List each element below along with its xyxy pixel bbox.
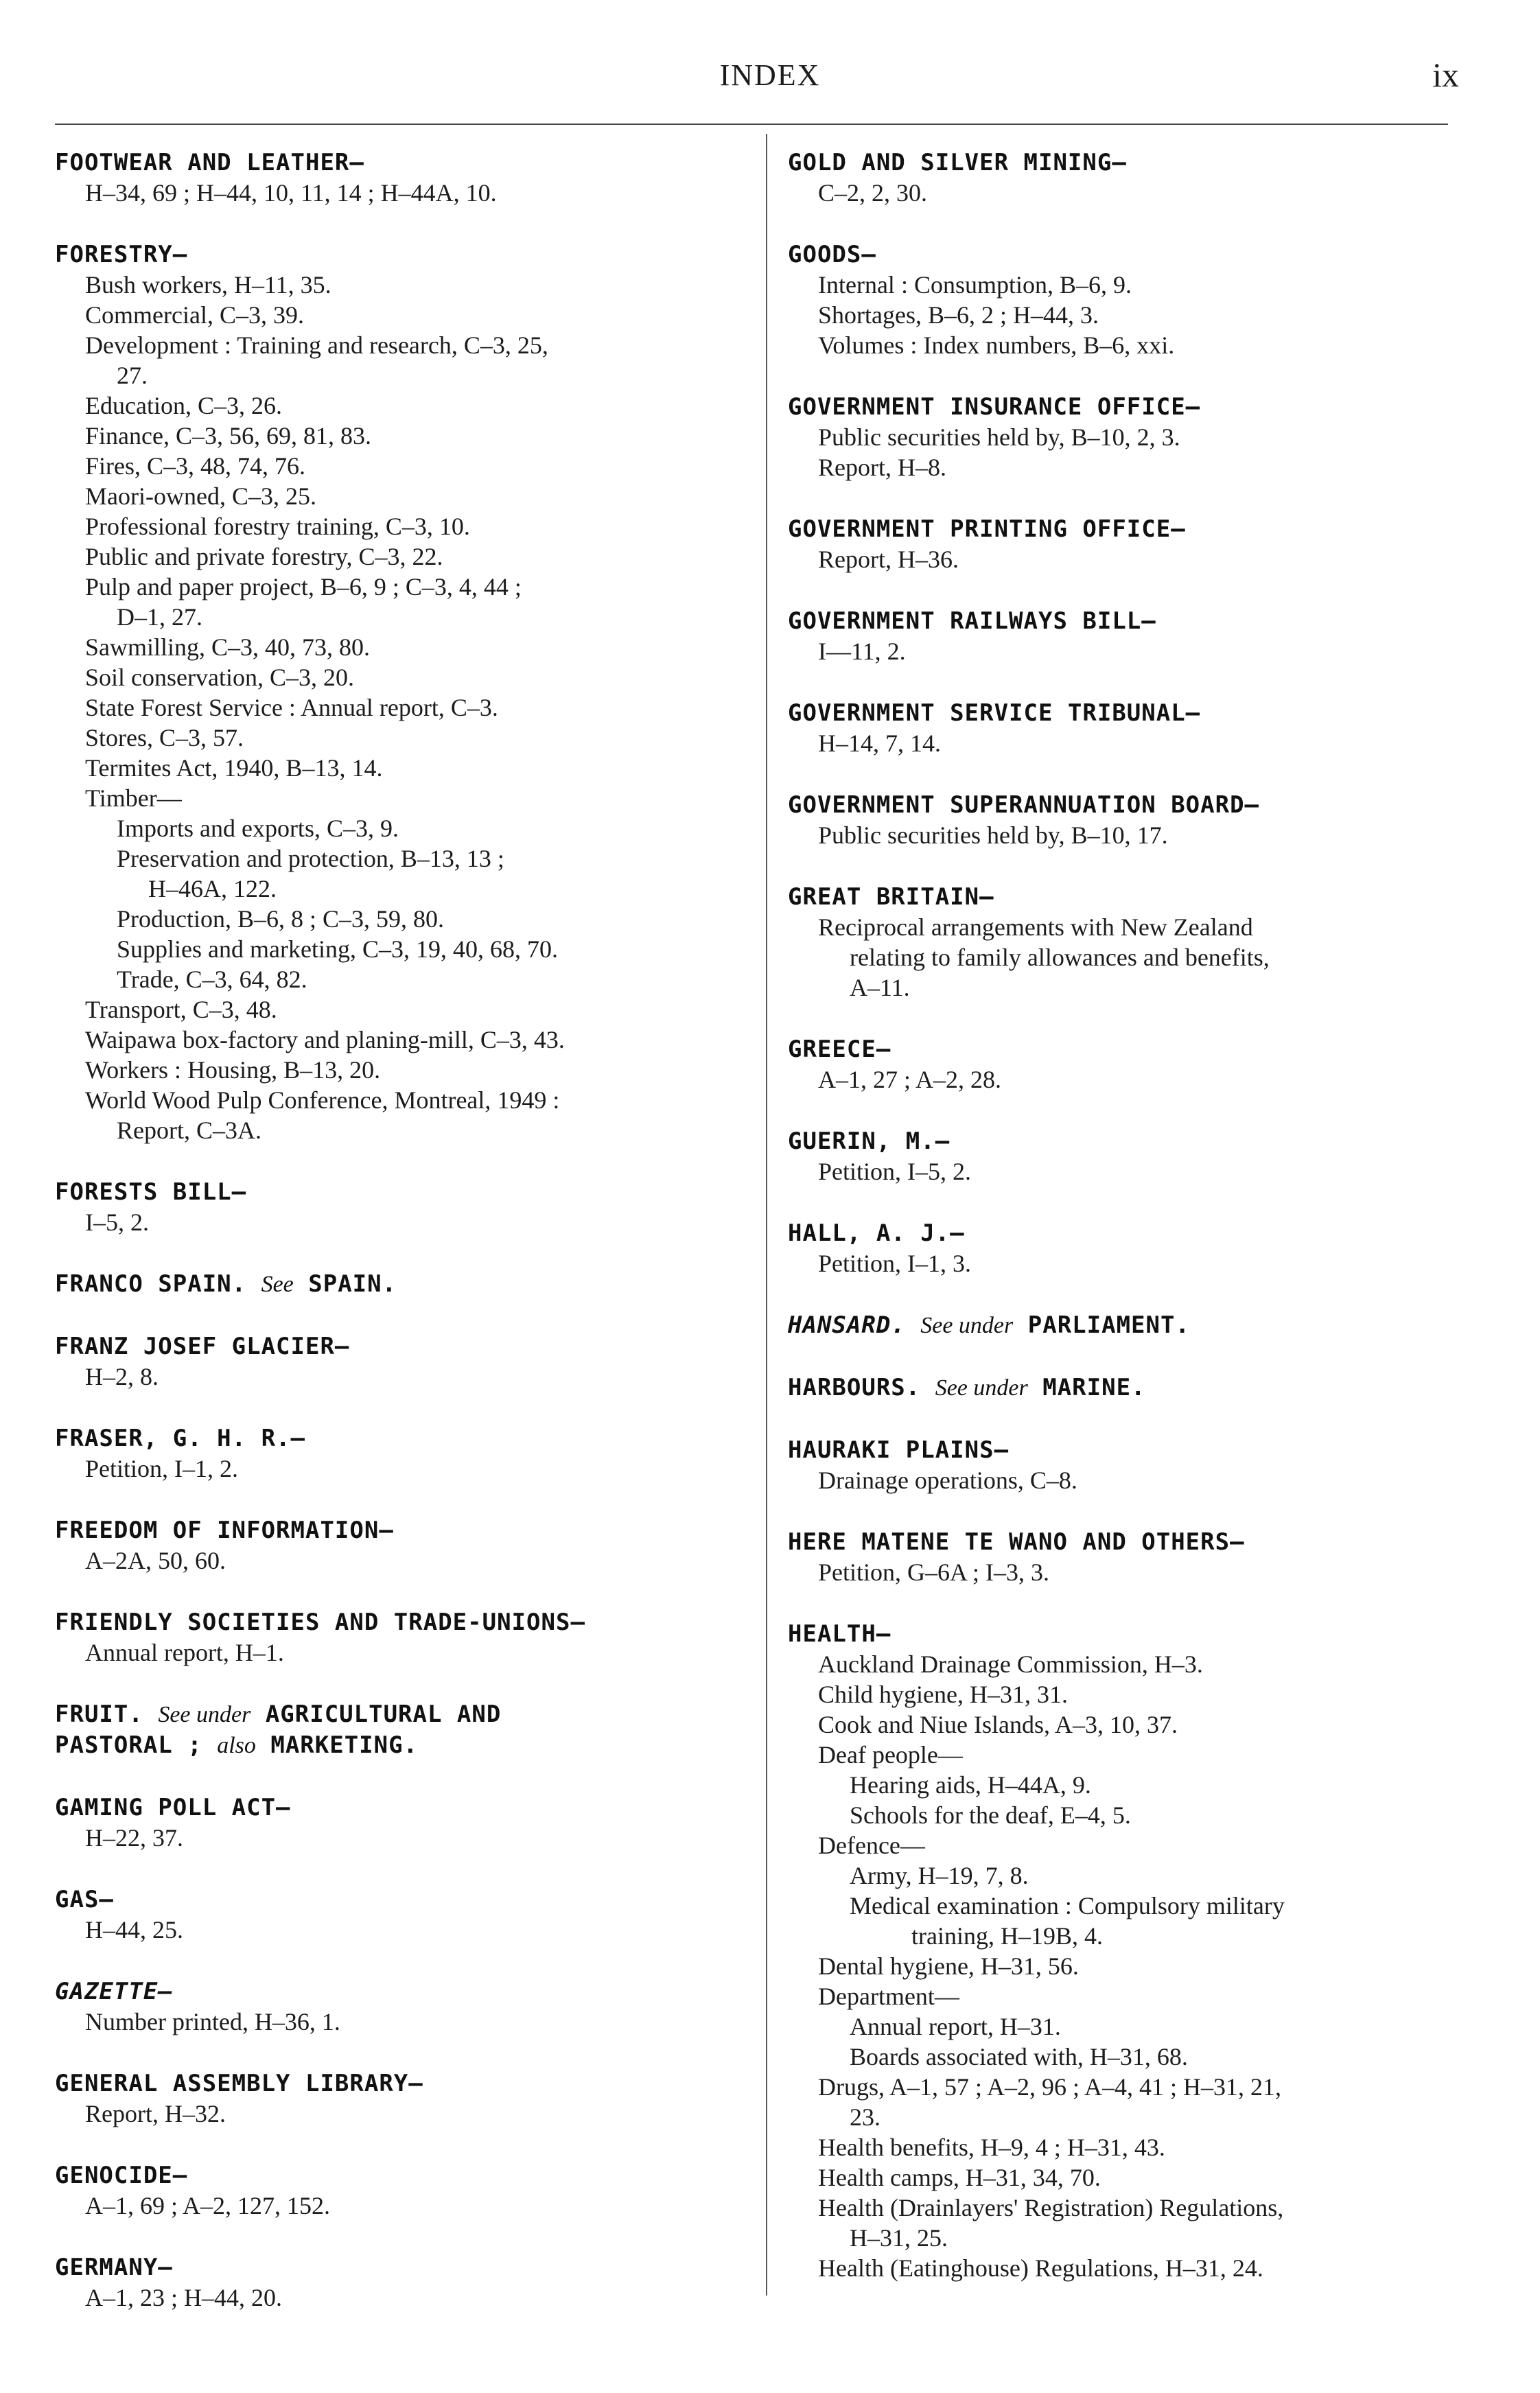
index-entry: [55, 1793, 741, 1853]
entry-line: Finance, C–3, 56, 69, 81, 83.: [85, 422, 371, 450]
index-entry: [788, 148, 1467, 208]
entry-line: Drugs, A–1, 57 ; A–2, 96 ; A–4, 41 ; H–31, 21,: [818, 2073, 1282, 2101]
entry-line: I—11, 2.: [818, 638, 906, 665]
entry-heading: FORESTRY—: [55, 241, 188, 268]
entry-line: 27.: [117, 362, 148, 389]
entry-line: Number printed, H–36, 1.: [85, 2008, 340, 2035]
entry-line: Commercial, C–3, 39.: [85, 301, 304, 329]
index-entry: [55, 1515, 741, 1576]
index-entry: [788, 1218, 1467, 1279]
entry-line: Annual report, H–31.: [850, 2013, 1061, 2040]
entry-line: H–44, 25.: [85, 1916, 183, 1943]
entry-heading: HANSARD.: [788, 1311, 906, 1339]
entry-line: Sawmilling, C–3, 40, 73, 80.: [85, 633, 371, 661]
entry-heading: GOVERNMENT SERVICE TRIBUNAL—: [788, 699, 1201, 727]
entry-heading-see: [55, 1269, 741, 1300]
index-entry: [788, 1310, 1467, 1341]
index-entry: [55, 2252, 741, 2313]
index-entry: [788, 1034, 1467, 1095]
entry-line: Stores, C–3, 57.: [85, 724, 244, 751]
entry-line: Hearing aids, H–44A, 9.: [850, 1771, 1091, 1799]
entry-line: Deaf people—: [818, 1741, 963, 1769]
index-entry: [788, 1527, 1467, 1587]
entry-line: Soil conservation, C–3, 20.: [85, 664, 354, 691]
entry-line: H–46A, 122.: [148, 875, 277, 902]
cross-reference: PASTORAL ;: [55, 1731, 202, 1759]
entry-line: Health (Drainlayers' Registration) Regulations,: [818, 2194, 1284, 2221]
index-entry: [788, 698, 1467, 758]
see-label: See under: [935, 1375, 1028, 1401]
entry-line: Report, H–32.: [85, 2100, 226, 2127]
entry-line: Boards associated with, H–31, 68.: [850, 2043, 1188, 2070]
entry-heading: GREECE—: [788, 1036, 891, 1063]
entry-line: training, H–19B, 4.: [911, 1922, 1103, 1950]
index-entry: [788, 1619, 1467, 2283]
entry-line: Health camps, H–31, 34, 70.: [818, 2164, 1101, 2191]
entry-line: Workers : Housing, B–13, 20.: [85, 1056, 381, 1084]
entry-line: Schools for the deaf, E–4, 5.: [850, 1801, 1131, 1829]
cross-reference: MARKETING.: [270, 1731, 419, 1759]
entry-line: Defence—: [818, 1832, 925, 1859]
entry-line: Dental hygiene, H–31, 56.: [818, 1952, 1079, 1980]
entry-heading: GENERAL ASSEMBLY LIBRARY—: [55, 2070, 423, 2097]
entry-line: A–1, 69 ; A–2, 127, 152.: [85, 2192, 331, 2219]
entry-line: Internal : Consumption, B–6, 9.: [818, 271, 1132, 299]
index-entry: [55, 1884, 741, 1945]
index-entry: [788, 1126, 1467, 1187]
see-label: See: [261, 1272, 294, 1297]
entry-heading: FRANCO SPAIN.: [55, 1270, 247, 1298]
entry-heading: GUERIN, M.—: [788, 1128, 950, 1155]
index-entry: [788, 882, 1467, 1003]
index-entry: [788, 790, 1467, 850]
entry-line: Health benefits, H–9, 4 ; H–31, 43.: [818, 2134, 1165, 2161]
page-number: ix: [1432, 56, 1459, 94]
entry-line: Transport, C–3, 48.: [85, 996, 277, 1023]
entry-line: Pulp and paper project, B–6, 9 ; C–3, 4, 44 ;: [85, 573, 522, 600]
entry-line: H–31, 25.: [850, 2224, 948, 2252]
entry-line: Bush workers, H–11, 35.: [85, 271, 331, 299]
right-column: [788, 148, 1467, 2315]
entry-line: Shortages, B–6, 2 ; H–44, 3.: [818, 301, 1099, 329]
cross-reference: AGRICULTURAL AND: [265, 1701, 502, 1728]
also-label: also: [217, 1733, 256, 1758]
entry-line: Imports and exports, C–3, 9.: [117, 815, 399, 842]
index-entry: [55, 1423, 741, 1484]
entry-line: Drainage operations, C–8.: [818, 1467, 1077, 1494]
entry-heading: FRUIT.: [55, 1701, 143, 1728]
entry-line: Petition, I–5, 2.: [818, 1158, 971, 1185]
see-label: See under: [920, 1313, 1014, 1338]
entry-line: relating to family allowances and benefits,: [850, 944, 1270, 971]
entry-line: Termites Act, 1940, B–13, 14.: [85, 754, 383, 782]
entry-line: A–2A, 50, 60.: [85, 1547, 226, 1574]
entry-line: Department—: [818, 1983, 959, 2010]
entry-line: H–22, 37.: [85, 1824, 183, 1852]
entry-line: Professional forestry training, C–3, 10.: [85, 513, 470, 540]
entry-heading-see: [788, 1310, 1467, 1341]
entry-line: Petition, I–1, 2.: [85, 1455, 238, 1482]
entry-heading: HERE MATENE TE WANO AND OTHERS—: [788, 1528, 1245, 1556]
entry-heading: GENOCIDE—: [55, 2162, 188, 2189]
entry-line: Medical examination : Compulsory military: [850, 1892, 1285, 1919]
entry-heading: GOVERNMENT SUPERANNUATION BOARD—: [788, 791, 1260, 819]
entry-line: H–14, 7, 14.: [818, 729, 941, 757]
entry-line: H–2, 8.: [85, 1363, 159, 1390]
index-entry: [788, 240, 1467, 360]
entry-heading: FRIENDLY SOCIETIES AND TRADE-UNIONS—: [55, 1609, 585, 1636]
entry-heading-see: [55, 1699, 741, 1730]
entry-line: A–1, 27 ; A–2, 28.: [818, 1066, 1002, 1093]
entry-line: Development : Training and research, C–3, 25,: [85, 331, 548, 359]
entry-heading: GOVERNMENT RAILWAYS BILL—: [788, 607, 1156, 635]
index-entry: [55, 1331, 741, 1392]
header-rule: [55, 124, 1448, 125]
entry-line: Waipawa box-factory and planing-mill, C–3, 43.: [85, 1026, 565, 1053]
index-entry: [55, 240, 741, 1145]
cross-reference: PARLIAMENT.: [1027, 1311, 1190, 1339]
cross-reference: MARINE.: [1042, 1374, 1146, 1401]
entry-line: World Wood Pulp Conference, Montreal, 1949 :: [85, 1086, 560, 1114]
entry-line: Supplies and marketing, C–3, 19, 40, 68, 70.: [117, 935, 558, 963]
index-entry: [55, 2068, 741, 2129]
entry-line: Reciprocal arrangements with New Zealand: [818, 913, 1253, 941]
entry-line: 23.: [850, 2103, 880, 2131]
entry-line: Public and private forestry, C–3, 22.: [85, 543, 443, 570]
entry-heading: GAMING POLL ACT—: [55, 1794, 291, 1821]
entry-heading: GAS—: [55, 1886, 114, 1913]
see-label: See under: [158, 1702, 251, 1727]
entry-heading: GERMANY—: [55, 2254, 173, 2281]
entry-line: Public securities held by, B–10, 2, 3.: [818, 423, 1180, 451]
entry-heading: HALL, A. J.—: [788, 1219, 965, 1247]
column-divider: [766, 134, 767, 2296]
entry-line: A–1, 23 ; H–44, 20.: [85, 2284, 282, 2311]
entry-line: Report, C–3A.: [117, 1117, 261, 1144]
left-column: [55, 148, 741, 2344]
entry-heading: FREEDOM OF INFORMATION—: [55, 1517, 394, 1544]
index-entry: [55, 1177, 741, 1237]
cross-reference: SPAIN.: [308, 1270, 397, 1298]
entry-heading: GOODS—: [788, 241, 876, 268]
entry-line: Fires, C–3, 48, 74, 76.: [85, 452, 306, 480]
entry-heading: GOLD AND SILVER MINING—: [788, 149, 1127, 176]
running-head: [0, 55, 1540, 110]
index-entry: [55, 1699, 741, 1761]
entry-heading: GOVERNMENT INSURANCE OFFICE—: [788, 393, 1201, 421]
entry-heading: GREAT BRITAIN—: [788, 883, 994, 911]
entry-line: Education, C–3, 26.: [85, 392, 282, 419]
entry-line: Petition, G–6A ; I–3, 3.: [818, 1559, 1050, 1586]
index-entry: [788, 1373, 1467, 1403]
index-entry: [55, 148, 741, 208]
entry-heading: FORESTS BILL—: [55, 1178, 247, 1206]
entry-line: I–5, 2.: [85, 1209, 149, 1236]
entry-heading-see: [788, 1373, 1467, 1403]
index-entry: [55, 1976, 741, 2037]
entry-line: A–11.: [850, 974, 910, 1001]
entry-heading: HAURAKI PLAINS—: [788, 1436, 1010, 1464]
index-entry: [788, 606, 1467, 666]
entry-line: Maori-owned, C–3, 25.: [85, 482, 316, 510]
entry-line: Preservation and protection, B–13, 13 ;: [117, 845, 504, 872]
entry-line: Army, H–19, 7, 8.: [850, 1862, 1029, 1889]
entry-heading: FOOTWEAR AND LEATHER—: [55, 149, 364, 176]
entry-heading: HARBOURS.: [788, 1374, 921, 1401]
index-entry: [788, 1435, 1467, 1495]
entry-line: Health (Eatinghouse) Regulations, H–31, 24.: [818, 2254, 1263, 2282]
index-entry: [55, 1607, 741, 1668]
index-entry: [788, 392, 1467, 482]
entry-line: H–34, 69 ; H–44, 10, 11, 14 ; H–44A, 10.: [85, 179, 497, 207]
entry-heading: FRANZ JOSEF GLACIER—: [55, 1333, 350, 1360]
entry-heading-see-cont: [55, 1730, 741, 1761]
entry-heading: GOVERNMENT PRINTING OFFICE—: [788, 515, 1186, 543]
index-entry: [55, 1269, 741, 1300]
entry-line: State Forest Service : Annual report, C–3.: [85, 694, 498, 721]
entry-line: Volumes : Index numbers, B–6, xxi.: [818, 331, 1175, 359]
entry-line: D–1, 27.: [117, 603, 202, 631]
index-entry: [788, 514, 1467, 574]
entry-heading: FRASER, G. H. R.—: [55, 1425, 305, 1452]
entry-line: Report, H–36.: [818, 546, 959, 573]
entry-line: Report, H–8.: [818, 454, 946, 481]
entry-heading: HEALTH—: [788, 1620, 891, 1648]
entry-line: Cook and Niue Islands, A–3, 10, 37.: [818, 1711, 1178, 1738]
entry-line: C–2, 2, 30.: [818, 179, 928, 207]
entry-line: Trade, C–3, 64, 82.: [117, 966, 307, 993]
index-entry: [55, 2160, 741, 2221]
entry-line: Child hygiene, H–31, 31.: [818, 1681, 1068, 1708]
entry-line: Petition, I–1, 3.: [818, 1250, 971, 1277]
entry-line: Annual report, H–1.: [85, 1639, 284, 1666]
page-title: INDEX: [719, 58, 821, 92]
entry-heading: GAZETTE—: [55, 1978, 173, 2005]
entry-line: Auckland Drainage Commission, H–3.: [818, 1650, 1203, 1678]
entry-line: Public securities held by, B–10, 17.: [818, 821, 1168, 849]
entry-line: Timber—: [85, 784, 182, 812]
entry-line: Production, B–6, 8 ; C–3, 59, 80.: [117, 905, 445, 933]
